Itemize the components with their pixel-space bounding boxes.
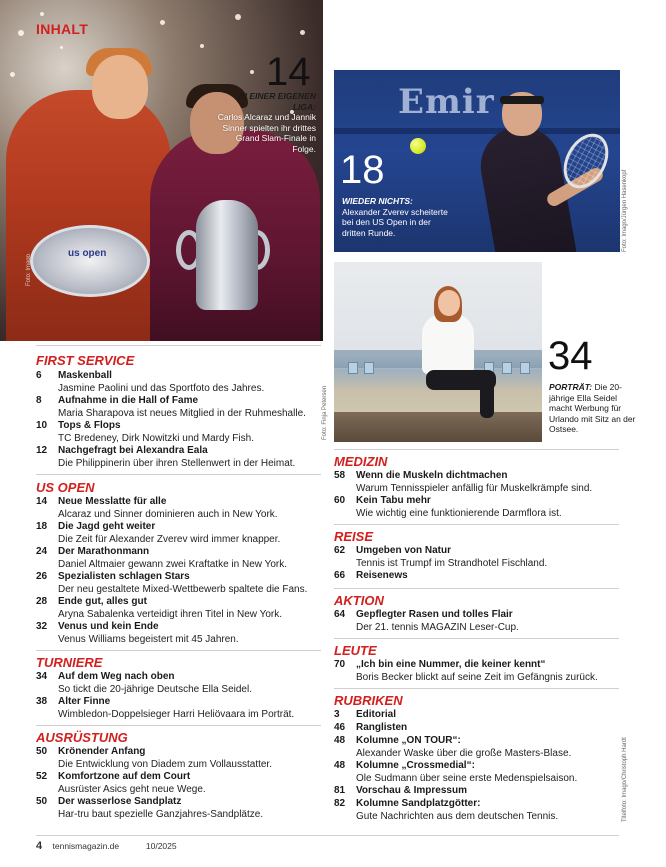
toc-page: 70 [334,659,346,670]
divider [334,638,619,639]
toc-page: 24 [36,546,48,557]
toc-title: Aufnahme in die Hall of Fame [58,395,199,406]
toc-title: Krönender Anfang [58,746,146,757]
divider [36,345,321,346]
toc-page: 14 [36,496,48,507]
photo-ella-seidel [334,262,542,442]
toc-title: Vorschau & Impressum [356,785,467,796]
trophy-cup [196,200,258,310]
toc-desc: Der neu gestaltete Mixed-Wettbewerb spaltete die Fans. [58,584,308,595]
toc-page: 82 [334,798,346,809]
toc-title: Ende gut, alles gut [58,596,147,607]
toc-title: Kolumne „Crossmedial“: [356,760,475,771]
toc-title: Editorial [356,709,397,720]
toc-page: 46 [334,722,346,733]
toc-title: Kolumne „ON TOUR“: [356,735,461,746]
footer-page-number: 4 [36,840,43,852]
page-title: INHALT [36,21,89,37]
section-heading-us-open: US OPEN [36,480,95,495]
toc-desc: Jasmine Paolini und das Sportfoto des Jahres. [58,383,265,394]
section-heading-leute: LEUTE [334,643,377,658]
divider [334,524,619,525]
toc-page: 50 [36,746,48,757]
toc-title: Die Jagd geht weiter [58,521,156,532]
toc-page: 6 [36,370,42,381]
toc-desc: Die Entwicklung von Diadem zum Vollausstatter. [58,759,272,770]
divider [334,688,619,689]
toc-title: Venus und kein Ende [58,621,159,632]
toc-desc: Daniel Altmaier gewann zwei Kraftatke in New York. [58,559,288,570]
section-heading-reise: REISE [334,529,374,544]
toc-page: 34 [36,671,48,682]
toc-desc: Maria Sharapova ist neues Mitglied in der Ruhmeshalle. [58,408,306,419]
toc-desc: Warum Tennisspieler anfällig für Muskelkrämpfe sind. [356,483,593,494]
toc-desc: Wimbledon-Doppelsieger Harri Heliövaara im Porträt. [58,709,295,720]
runner-up-plate [30,225,150,297]
section-heading-aktion: AKTION [334,593,384,608]
toc-page: 50 [36,796,48,807]
toc-desc: Aryna Sabalenka verteidigt ihren Titel in New York. [58,609,283,620]
toc-desc: Ausrüster Asics geht neue Wege. [58,784,206,795]
caption-text: Alexander Zverev scheiterte bei den US Open in der dritten Runde. [342,206,448,238]
toc-title: Maskenball [58,370,112,381]
footer [36,840,177,852]
toc-page: 48 [334,735,346,746]
toc-page: 81 [334,785,346,796]
tennis-ball-icon [410,138,426,154]
divider [36,725,321,726]
toc-page: 12 [36,445,48,456]
footer-divider [36,835,619,836]
toc-title: Der wasserlose Sandplatz [58,796,182,807]
toc-title: Auf dem Weg nach oben [58,671,175,682]
toc-desc: Ole Sudmann über seine erste Medenspielsaison. [356,773,578,784]
caption-text: Carlos Alcaraz und Jannik Sinner spielten ihr drittes Grand Slam-Finale in Folge. [217,112,316,154]
feature-caption [216,91,316,154]
divider [334,588,619,589]
toc-desc: Gute Nachrichten aus dem deutschen Tennis. [356,811,559,822]
toc-title: Der Marathonmann [58,546,150,557]
plate-label: us open [68,248,107,259]
toc-desc: Die Zeit für Alexander Zverev wird immer knapper. [58,534,281,545]
divider [334,449,619,450]
toc-desc: Die Philippinerin über ihren Stellenwert in der Heimat. [58,458,296,469]
toc-page: 8 [36,395,42,406]
caption-text: Die 20-jährige Ella Seidel macht Werbung für Urlando mit Sitz an der Ostsee. [549,382,636,434]
feature-page-number: 34 [548,334,593,378]
section-heading-ausruestung: AUSRÜSTUNG [36,730,128,745]
toc-page: 10 [36,420,48,431]
toc-desc: Tennis ist Trumpf im Strandhotel Fischland. [356,558,548,569]
toc-title: Tops & Flops [58,420,121,431]
feature-caption [549,382,641,435]
toc-page: 18 [36,521,48,532]
caption-kicker: IN EINER EIGENEN LIGA: [238,91,316,112]
photo-credit: Foto: Imago [26,253,32,286]
toc-page: 66 [334,570,346,581]
toc-desc: Alexander Waske über die große Masters-Blase. [356,748,572,759]
section-heading-medizin: MEDIZIN [334,454,388,469]
toc-page: 60 [334,495,346,506]
feature-page-number: 18 [340,148,385,192]
toc-title: Spezialisten schlagen Stars [58,571,190,582]
divider [36,474,321,475]
caption-kicker: WIEDER NICHTS: [342,196,413,206]
section-heading-turniere: TURNIERE [36,655,103,670]
toc-title: Gepflegter Rasen und tolles Flair [356,609,513,620]
cover-photo-credit: Titelfoto: Imago/Christoph Hardt [622,737,628,822]
toc-desc: Venus Williams begeistert mit 45 Jahren. [58,634,239,645]
toc-title: Neue Messlatte für alle [58,496,167,507]
toc-page: 32 [36,621,48,632]
toc-page: 48 [334,760,346,771]
toc-title: Kein Tabu mehr [356,495,431,506]
toc-desc: Har-tru baut spezielle Ganzjahres-Sandplätze. [58,809,264,820]
toc-desc: So tickt die 20-jährige Deutsche Ella Seidel. [58,684,252,695]
toc-title: Kolumne Sandplatzgötter: [356,798,481,809]
toc-title: Ranglisten [356,722,408,733]
toc-desc: Der 21. tennis MAGAZIN Leser-Cup. [356,622,519,633]
photo-credit: Foto: Imago/Jürgen Hasenkopf [622,169,628,252]
caption-kicker: PORTRÄT: [549,382,593,392]
toc-page: 38 [36,696,48,707]
toc-desc: Wie wichtig eine funktionierende Darmflora ist. [356,508,562,519]
toc-title: Komfortzone auf dem Court [58,771,191,782]
toc-desc: Alcaraz und Sinner dominieren auch in New York. [58,509,278,520]
toc-page: 58 [334,470,346,481]
toc-page: 28 [36,596,48,607]
toc-page: 52 [36,771,48,782]
section-heading-first-service: FIRST SERVICE [36,353,135,368]
toc-title: Umgeben von Natur [356,545,452,556]
toc-title: Reisenews [356,570,408,581]
footer-issue: 10/2025 [145,841,177,851]
divider [36,650,321,651]
feature-page-number: 14 [266,50,311,94]
toc-title: Wenn die Muskeln dichtmachen [356,470,508,481]
toc-title: Nachgefragt bei Alexandra Eala [58,445,208,456]
section-heading-rubriken: RUBRIKEN [334,693,403,708]
toc-page: 26 [36,571,48,582]
toc-desc: Boris Becker blickt auf seine Zeit im Gefängnis zurück. [356,672,598,683]
toc-desc: TC Bredeney, Dirk Nowitzki und Mardy Fish. [58,433,254,444]
toc-page: 64 [334,609,346,620]
footer-site[interactable]: tennismagazin.de [52,841,120,851]
toc-title: Alter Finne [58,696,111,707]
toc-page: 3 [334,709,340,720]
toc-title: „Ich bin eine Nummer, die keiner kennt“ [356,659,546,670]
feature-caption [342,196,454,238]
toc-page: 62 [334,545,346,556]
stadium-banner: Emir [398,82,495,122]
photo-credit: Foto: Finja Petersen [322,385,328,440]
